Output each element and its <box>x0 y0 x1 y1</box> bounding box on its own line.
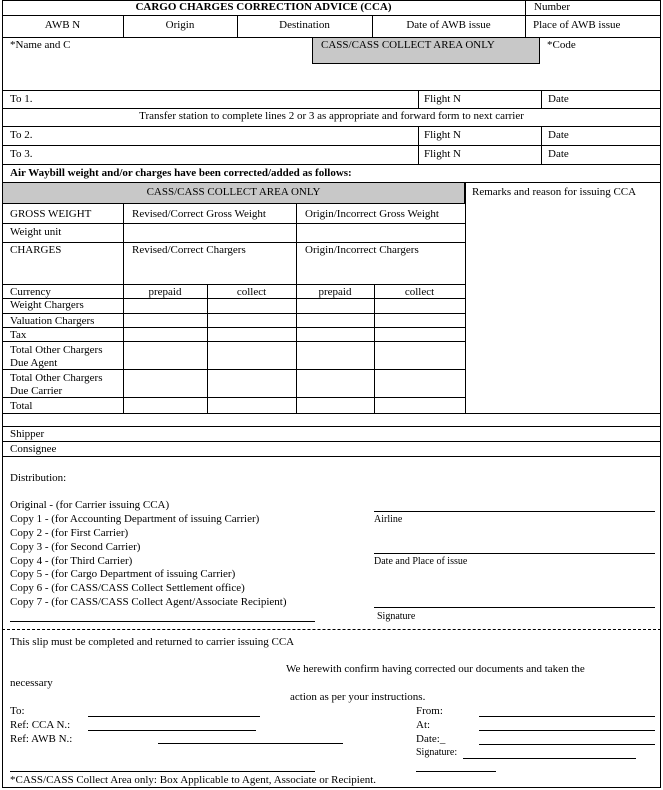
divider <box>2 456 661 457</box>
slip-ref-cca-line <box>88 730 256 731</box>
divider <box>2 369 465 370</box>
signature-line <box>374 607 655 608</box>
routing-to3-label: To 3. <box>10 148 33 160</box>
divider <box>374 284 375 413</box>
routing-to1-label: To 1. <box>10 93 33 105</box>
distribution-item: Original - (for Carrier issuing CCA) <box>10 499 170 511</box>
divider <box>2 126 661 127</box>
slip-ref-awb-line <box>158 743 343 744</box>
orig-weight-label: Origin/Incorrect Gross Weight <box>305 208 439 220</box>
routing-flight-label: Flight N <box>424 148 461 160</box>
weight-unit-label: Weight unit <box>10 226 62 238</box>
footnote: *CASS/CASS Collect Area only: Box Applicable to Agent, Associate or Recipient. <box>10 774 377 786</box>
awb-number-label: AWB N <box>44 19 81 31</box>
divider <box>2 284 465 285</box>
distribution-item: Copy 6 - (for CASS/CASS Collect Settlement office) <box>10 582 245 594</box>
prepaid-label: prepaid <box>148 286 182 298</box>
charge-row-label: Total Other Chargers <box>10 344 103 356</box>
charge-row-label: Total <box>10 400 33 412</box>
underline <box>10 771 315 772</box>
routing-date-label: Date <box>548 148 569 160</box>
slip-confirm: action as per your instructions. <box>290 691 426 703</box>
slip-from-label: From: <box>416 705 443 717</box>
divider <box>2 108 661 109</box>
cass-area-label-2: CASS/CASS COLLECT AREA ONLY <box>146 186 321 198</box>
routing-date-label: Date <box>548 129 569 141</box>
divider <box>2 413 661 414</box>
divider <box>207 284 208 413</box>
code-label: *Code <box>547 39 576 51</box>
distribution-item: Copy 7 - (for CASS/CASS Collect Agent/Associate Recipient) <box>10 596 287 608</box>
shipper-label: Shipper <box>10 428 45 440</box>
divider <box>2 145 661 146</box>
slip-signature-label: Signature: <box>416 747 458 758</box>
date-place-label: Date and Place of issue <box>374 556 468 567</box>
corrected-heading: Air Waybill weight and/or charges have been corrected/added as follows: <box>10 167 352 179</box>
charges-label: CHARGES <box>10 244 62 256</box>
origin-label: Origin <box>165 19 195 31</box>
divider <box>2 15 661 16</box>
distribution-item: Copy 3 - (for Second Carrier) <box>10 541 141 553</box>
underline <box>10 621 315 622</box>
charge-row-label: Weight Chargers <box>10 299 84 311</box>
routing-date-label: Date <box>548 93 569 105</box>
consignee-label: Consignee <box>10 443 57 455</box>
slip-at-line <box>479 730 655 731</box>
prepaid-label: prepaid <box>318 286 352 298</box>
divider <box>2 223 465 224</box>
tear-line <box>2 629 661 630</box>
slip-to-label: To: <box>10 705 25 717</box>
airline-line <box>374 511 655 512</box>
slip-from-line <box>479 716 655 717</box>
charge-row-label: Due Agent <box>10 357 58 369</box>
slip-signature-line <box>463 758 636 759</box>
charge-row-label: Total Other Chargers <box>10 372 103 384</box>
awb-place-label: Place of AWB issue <box>533 19 621 31</box>
slip-confirm: necessary <box>10 677 53 689</box>
slip-ref-cca-label: Ref: CCA N.: <box>10 719 71 731</box>
destination-label: Destination <box>279 19 330 31</box>
slip-date-line <box>479 744 655 745</box>
slip-ref-awb-label: Ref: AWB N.: <box>10 733 73 745</box>
distribution-item: Copy 4 - (for Third Carrier) <box>10 555 133 567</box>
currency-label: Currency <box>10 286 51 298</box>
divider <box>418 90 419 108</box>
slip-at-label: At: <box>416 719 431 731</box>
number-label: Number <box>534 1 571 13</box>
routing-to2-label: To 2. <box>10 129 33 141</box>
divider <box>2 90 661 91</box>
distribution-item: Copy 5 - (for Cargo Department of issuing Carrier) <box>10 568 236 580</box>
slip-confirm: We herewith confirm having corrected our documents and taken the <box>286 663 585 675</box>
distribution-label: Distribution: <box>10 472 67 484</box>
divider <box>2 341 465 342</box>
slip-instruction: This slip must be completed and returned to carrier issuing CCA <box>10 636 295 648</box>
orig-charges-label: Origin/Incorrect Chargers <box>305 244 419 256</box>
divider <box>2 327 465 328</box>
remarks-label: Remarks and reason for issuing CCA <box>472 186 637 198</box>
divider <box>2 441 661 442</box>
revised-weight-label: Revised/Correct Gross Weight <box>132 208 266 220</box>
collect-label: collect <box>404 286 435 298</box>
divider <box>465 182 466 413</box>
transfer-note: Transfer station to complete lines 2 or 3 as appropriate and forward form to next carrier <box>139 110 524 122</box>
routing-flight-label: Flight N <box>424 129 461 141</box>
slip-date-label: Date:_ <box>416 733 446 745</box>
charge-row-label: Tax <box>10 329 27 341</box>
slip-to-line <box>88 716 260 717</box>
routing-flight-label: Flight N <box>424 93 461 105</box>
divider <box>2 164 661 165</box>
form-title: CARGO CHARGES CORRECTION ADVICE (CCA) <box>135 1 392 13</box>
divider <box>2 313 465 314</box>
cass-area-label: CASS/CASS COLLECT AREA ONLY <box>321 39 495 51</box>
gross-weight-label: GROSS WEIGHT <box>10 208 92 220</box>
name-label: *Name and C <box>10 39 71 51</box>
awb-date-label: Date of AWB issue <box>406 19 491 31</box>
divider <box>541 90 542 108</box>
charge-row-label: Valuation Chargers <box>10 315 95 327</box>
date-place-line <box>374 553 655 554</box>
signature-label: Signature <box>377 611 416 622</box>
underline <box>416 771 496 772</box>
distribution-item: Copy 2 - (for First Carrier) <box>10 527 129 539</box>
revised-charges-label: Revised/Correct Chargers <box>132 244 246 256</box>
divider <box>525 0 526 37</box>
airline-label: Airline <box>374 514 403 525</box>
collect-label: collect <box>236 286 267 298</box>
charge-row-label: Due Carrier <box>10 385 63 397</box>
divider <box>2 242 465 243</box>
distribution-item: Copy 1 - (for Accounting Department of issuing Carrier) <box>10 513 260 525</box>
divider <box>2 397 465 398</box>
divider <box>2 426 661 427</box>
